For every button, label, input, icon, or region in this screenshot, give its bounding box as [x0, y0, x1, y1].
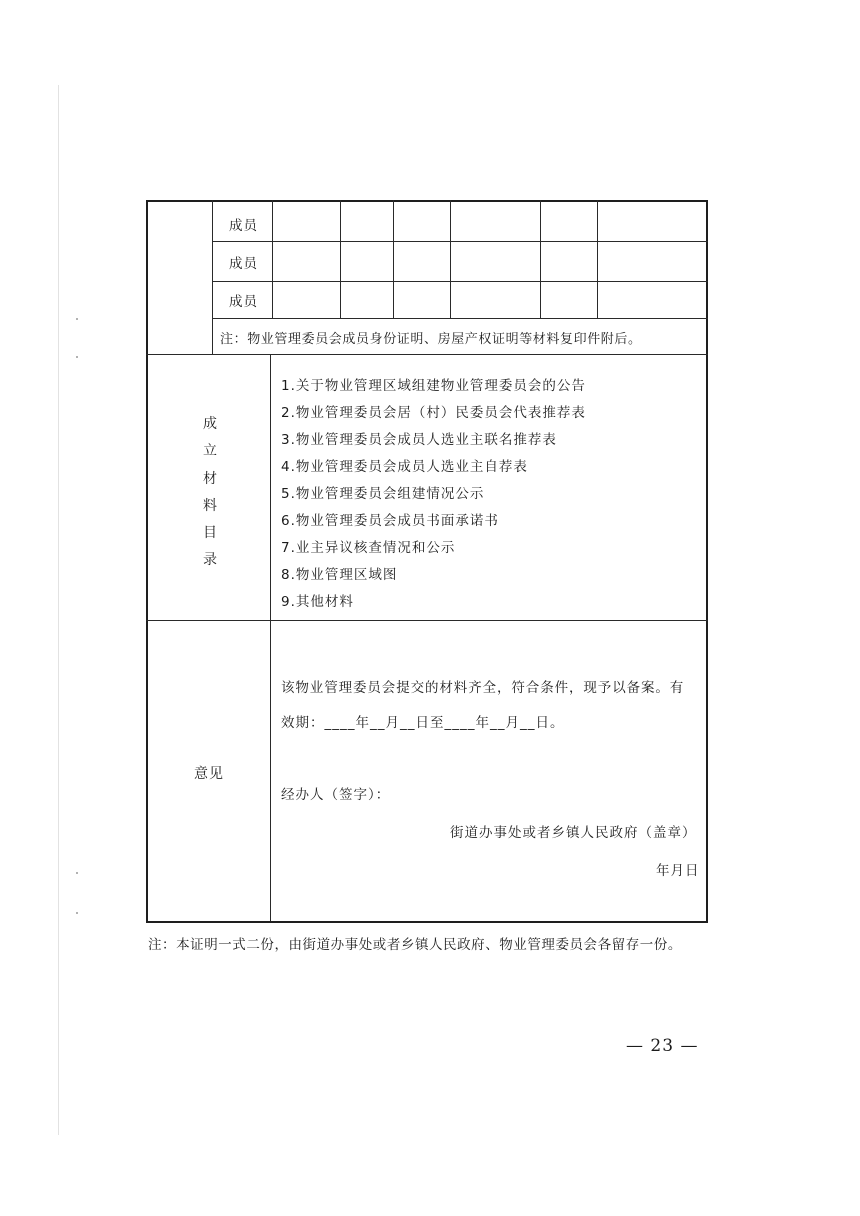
member-note: 注：物业管理委员会成员身份证明、房屋产权证明等材料复印件附后。 — [220, 332, 642, 347]
handler-signature-label: 经办人（签字）： — [281, 787, 391, 803]
col-divider — [393, 200, 394, 318]
scan-mark — [76, 356, 78, 358]
opinion-text-line1: 该物业管理委员会提交的材料齐全，符合条件，现予以备案。有 — [281, 680, 685, 696]
col-divider — [272, 200, 273, 318]
date-label: 年月日 — [656, 863, 700, 879]
materials-list-item: 5.物业管理委员会组建情况公示 — [281, 486, 485, 502]
materials-heading-char: 目 — [203, 525, 217, 541]
row-divider — [212, 318, 708, 319]
materials-heading-char: 成 — [203, 416, 217, 432]
materials-list-item: 1.关于物业管理区域组建物业管理委员会的公告 — [281, 378, 586, 394]
materials-list-item: 2.物业管理委员会居（村）民委员会代表推荐表 — [281, 405, 586, 421]
materials-list-item: 3.物业管理委员会成员人选业主联名推荐表 — [281, 432, 557, 448]
footnote: 注：本证明一式二份，由街道办事处或者乡镇人民政府、物业管理委员会各留存一份。 — [148, 937, 682, 953]
page-edge-line — [58, 85, 59, 1135]
materials-list-item: 8.物业管理区域图 — [281, 567, 398, 583]
scan-mark — [76, 318, 78, 320]
materials-heading-char: 录 — [203, 552, 217, 568]
materials-heading-char: 料 — [203, 498, 217, 514]
col-divider — [540, 200, 541, 318]
member-row-label: 成员 — [229, 294, 258, 310]
col-divider — [340, 200, 341, 318]
row-divider — [146, 354, 708, 355]
stamp-label: 街道办事处或者乡镇人民政府（盖章） — [450, 825, 697, 841]
row-divider — [212, 281, 708, 282]
member-row-label: 成员 — [229, 218, 258, 234]
member-row-label: 成员 — [229, 256, 258, 272]
col-divider — [597, 200, 598, 318]
page-number: — 23 — — [626, 1036, 699, 1056]
opinion-text-line2: 效期：____年__月__日至____年__月__日。 — [281, 715, 565, 731]
col-divider — [212, 200, 213, 354]
scan-mark — [76, 872, 78, 874]
materials-heading-char: 立 — [203, 443, 217, 459]
col-divider — [450, 200, 451, 318]
row-divider — [212, 241, 708, 242]
col-divider — [270, 354, 271, 921]
opinion-label: 意见 — [194, 766, 224, 782]
scan-mark — [76, 912, 78, 914]
materials-list-item: 6.物业管理委员会成员书面承诺书 — [281, 513, 499, 529]
row-divider — [146, 620, 708, 621]
materials-list-item: 9.其他材料 — [281, 594, 354, 610]
materials-heading-char: 材 — [203, 471, 217, 487]
materials-list-item: 4.物业管理委员会成员人选业主自荐表 — [281, 459, 528, 475]
materials-list-item: 7.业主异议核查情况和公示 — [281, 540, 456, 556]
